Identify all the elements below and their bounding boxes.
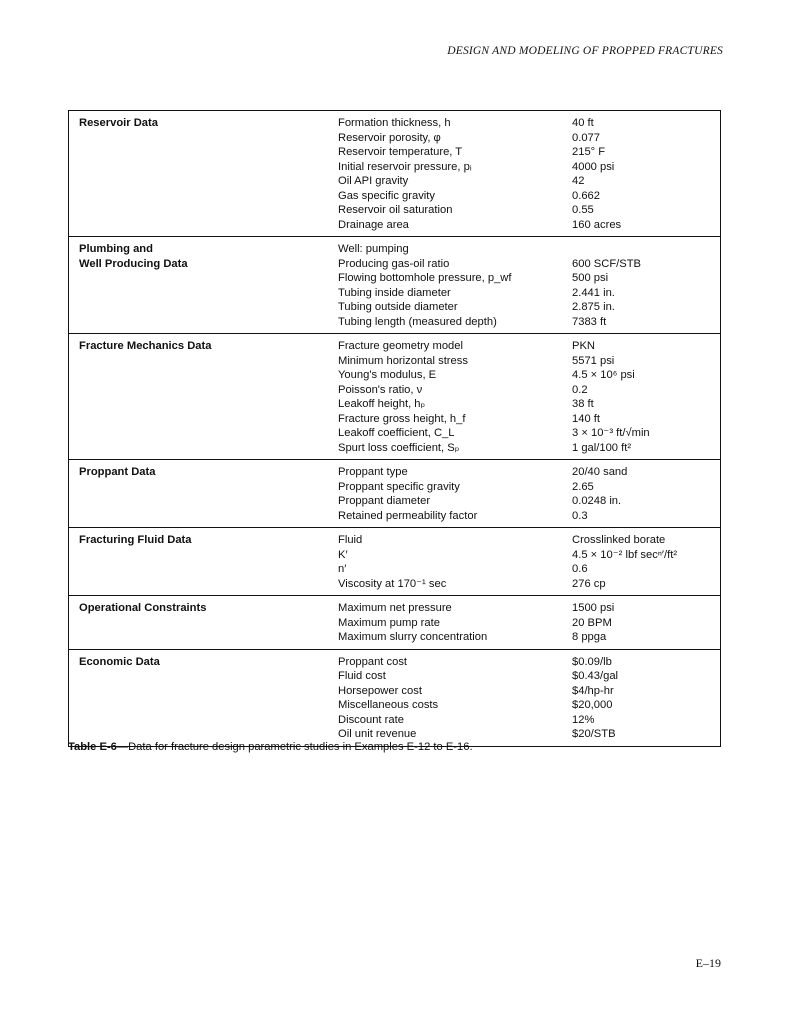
row-label: n′ [338, 563, 347, 575]
row-value: 7383 ft [572, 315, 607, 328]
row-value: Crosslinked borate [572, 534, 666, 546]
row-label: Proppant type [338, 466, 408, 478]
table-row [338, 271, 720, 286]
section-rows [338, 111, 720, 236]
row-label: Fracture geometry model [338, 340, 463, 352]
row-value: 140 ft [572, 412, 600, 425]
table-row [338, 242, 720, 257]
row-value: 500 psi [572, 272, 609, 284]
row-label: Fluid cost [338, 670, 386, 682]
row-label: Reservoir porosity, φ [338, 131, 441, 144]
row-label: Oil unit revenue [338, 728, 417, 740]
row-value: 2.441 in. [572, 286, 615, 299]
row-label: Young's modulus, E [338, 369, 437, 381]
row-label: Horsepower cost [338, 684, 422, 697]
row-label: Miscellaneous costs [338, 699, 439, 711]
table-row [338, 339, 720, 354]
row-value: 600 SCF/STB [572, 257, 642, 270]
table-row [338, 548, 720, 563]
table-row [338, 286, 720, 301]
table-row [338, 669, 720, 684]
table-row [338, 713, 720, 728]
row-label: Tubing inside diameter [338, 286, 451, 299]
row-label: Flowing bottomhole pressure, p_wf [338, 272, 512, 284]
section-rows [338, 460, 720, 527]
row-label: Drainage area [338, 218, 409, 231]
row-value: 42 [572, 175, 585, 187]
row-label: Gas specific gravity [338, 189, 435, 202]
row-label: Minimum horizontal stress [338, 354, 468, 367]
table-row [338, 684, 720, 699]
row-value: 40 ft [572, 117, 594, 129]
table-row [338, 562, 720, 577]
caption-text: Data for fracture design parametric studies in Examples E-12 to E-16. [128, 741, 473, 753]
table-row [338, 368, 720, 383]
section-category [69, 528, 338, 595]
row-label: Fluid [338, 534, 363, 546]
row-label: Poisson's ratio, ν [338, 383, 423, 396]
table-row [338, 426, 720, 441]
section-category [69, 650, 338, 746]
category-line: Plumbing and [79, 243, 153, 255]
row-label: Leakoff height, hₚ [338, 398, 426, 410]
table-row [338, 315, 720, 330]
page-number: E–19 [695, 956, 721, 970]
table-row [338, 533, 720, 548]
section-category [69, 111, 338, 236]
table-row [338, 616, 720, 631]
running-header: DESIGN AND MODELING OF PROPPED FRACTURES [447, 45, 723, 57]
section-category [69, 460, 338, 527]
row-label: Oil API gravity [338, 175, 409, 187]
row-value: 1 gal/100 ft² [572, 441, 632, 454]
table-row [338, 160, 720, 175]
row-value: 0.2 [572, 383, 588, 396]
table-row [338, 383, 720, 398]
table-row [338, 218, 720, 233]
table-section [69, 236, 720, 333]
row-value: 38 ft [572, 398, 594, 410]
caption-label: Table E-6 [68, 741, 117, 753]
data-table [68, 110, 721, 747]
row-value: $0.09/lb [572, 655, 612, 668]
row-label: Tubing length (measured depth) [338, 315, 497, 328]
table-section [69, 649, 720, 746]
table-row [338, 116, 720, 131]
row-value: 1500 psi [572, 602, 615, 614]
row-value: 0.6 [572, 563, 588, 575]
row-label: Spurt loss coefficient, Sₚ [338, 441, 460, 454]
table-section [69, 595, 720, 649]
row-value: 20 BPM [572, 616, 612, 629]
row-label: Maximum net pressure [338, 602, 452, 614]
row-value: 2.65 [572, 480, 594, 493]
table-row [338, 397, 720, 412]
row-value: $20/STB [572, 728, 616, 740]
row-label: Reservoir temperature, T [338, 146, 463, 158]
table-row [338, 630, 720, 645]
row-label: Proppant diameter [338, 495, 431, 507]
table-row [338, 412, 720, 427]
table-row [338, 601, 720, 616]
row-label: Proppant specific gravity [338, 480, 460, 493]
table-row [338, 727, 720, 742]
row-value: $4/hp-hr [572, 684, 614, 697]
section-rows [338, 650, 720, 746]
table-row [338, 655, 720, 670]
section-category [69, 237, 338, 333]
row-value: 5571 psi [572, 354, 615, 367]
row-value: 8 ppga [572, 631, 607, 643]
row-value: 0.0248 in. [572, 495, 622, 507]
section-rows [338, 334, 720, 459]
row-value: PKN [572, 340, 596, 352]
row-label: K′ [338, 548, 348, 561]
row-label: Well: pumping [338, 243, 409, 255]
table-section [69, 459, 720, 527]
row-value: 4000 psi [572, 160, 615, 173]
table-row [338, 257, 720, 272]
row-label: Maximum pump rate [338, 616, 440, 629]
table-row [338, 300, 720, 315]
row-label: Leakoff coefficient, C_L [338, 427, 455, 439]
row-label: Maximum slurry concentration [338, 631, 488, 643]
row-label: Proppant cost [338, 655, 408, 668]
section-rows [338, 596, 720, 649]
row-value: 0.3 [572, 509, 588, 522]
category-line: Fracture Mechanics Data [79, 340, 212, 352]
row-label: Initial reservoir pressure, pᵢ [338, 160, 472, 173]
row-value: 276 cp [572, 577, 606, 590]
section-category [69, 596, 338, 649]
table-row [338, 441, 720, 456]
table-row [338, 145, 720, 160]
table-row [338, 203, 720, 218]
row-value: 160 acres [572, 218, 622, 231]
table-row [338, 174, 720, 189]
row-label: Formation thickness, h [338, 117, 451, 129]
section-category [69, 334, 338, 459]
category-line: Reservoir Data [79, 117, 158, 129]
row-label: Discount rate [338, 713, 404, 726]
row-value: 2.875 in. [572, 301, 615, 313]
table-row [338, 577, 720, 592]
table-section [69, 527, 720, 595]
row-value: $0.43/gal [572, 670, 619, 682]
caption-dash: — [116, 741, 129, 753]
table-row [338, 354, 720, 369]
section-rows [338, 528, 720, 595]
category-line: Operational Constraints [79, 602, 207, 614]
row-value: 12% [572, 713, 595, 726]
category-line: Economic Data [79, 655, 160, 668]
table-caption [68, 741, 473, 753]
row-value: 20/40 sand [572, 466, 628, 478]
row-value [572, 242, 720, 257]
table-row [338, 189, 720, 204]
table-row [338, 509, 720, 524]
table-row [338, 480, 720, 495]
category-line: Fracturing Fluid Data [79, 534, 192, 546]
category-line: Proppant Data [79, 466, 156, 478]
row-value: 4.5 × 10⁻² lbf secⁿ′/ft² [572, 548, 678, 561]
row-label: Producing gas-oil ratio [338, 257, 450, 270]
row-value: 3 × 10⁻³ ft/√min [572, 427, 650, 439]
row-label: Reservoir oil saturation [338, 204, 453, 216]
section-rows [338, 237, 720, 333]
table-row [338, 465, 720, 480]
row-value: 0.662 [572, 189, 600, 202]
table-row [338, 131, 720, 146]
row-value: 4.5 × 10⁶ psi [572, 369, 635, 381]
table-section [69, 111, 720, 236]
category-line: Well Producing Data [79, 257, 188, 270]
row-value: 0.077 [572, 131, 600, 144]
row-label: Retained permeability factor [338, 509, 478, 522]
table-row [338, 698, 720, 713]
row-label: Viscosity at 170⁻¹ sec [338, 577, 447, 590]
row-label: Fracture gross height, h_f [338, 412, 466, 425]
row-value: $20,000 [572, 699, 613, 711]
table-section [69, 333, 720, 459]
row-label: Tubing outside diameter [338, 301, 458, 313]
table-row [338, 494, 720, 509]
row-value: 0.55 [572, 204, 594, 216]
row-value: 215° F [572, 146, 606, 158]
